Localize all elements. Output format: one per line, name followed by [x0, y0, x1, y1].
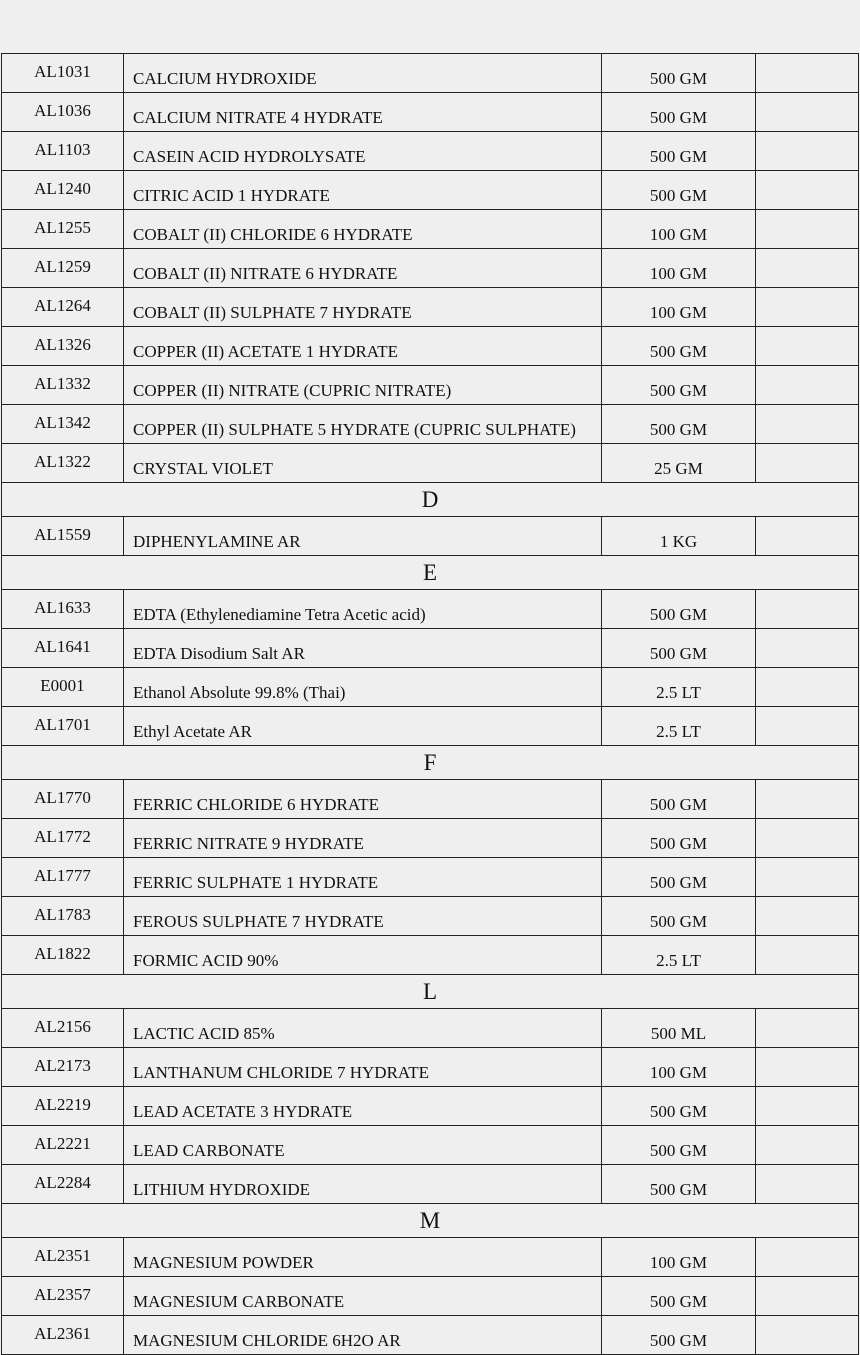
- pack-size-cell: 100 GM: [602, 1238, 756, 1277]
- product-code-cell: AL1342: [2, 405, 124, 444]
- table-row: [2, 132, 859, 171]
- product-code-cell: AL1259: [2, 249, 124, 288]
- product-name-cell: LEAD ACETATE 3 HYDRATE: [124, 1087, 602, 1126]
- product-code-cell: AL1770: [2, 780, 124, 819]
- pack-size-cell: 500 GM: [602, 858, 756, 897]
- product-name-cell: Ethyl Acetate AR: [124, 707, 602, 746]
- product-name-cell: EDTA (Ethylenediamine Tetra Acetic acid): [124, 590, 602, 629]
- product-code-cell: AL2219: [2, 1087, 124, 1126]
- table-row: [2, 288, 859, 327]
- product-name-cell: LANTHANUM CHLORIDE 7 HYDRATE: [124, 1048, 602, 1087]
- pack-size-cell: 500 GM: [602, 1126, 756, 1165]
- table-row: [2, 1009, 859, 1048]
- product-name-cell: LACTIC ACID 85%: [124, 1009, 602, 1048]
- pack-size-cell: 500 GM: [602, 897, 756, 936]
- product-code-cell: AL1772: [2, 819, 124, 858]
- pack-size-cell: 500 GM: [602, 93, 756, 132]
- table-row: [2, 780, 859, 819]
- product-name-cell: CALCIUM NITRATE 4 HYDRATE: [124, 93, 602, 132]
- product-name-cell: MAGNESIUM CARBONATE: [124, 1277, 602, 1316]
- section-header-row: [2, 556, 859, 590]
- table-row: [2, 249, 859, 288]
- empty-cell: [756, 897, 859, 936]
- product-code-cell: AL1559: [2, 517, 124, 556]
- empty-cell: [756, 327, 859, 366]
- section-letter: E: [2, 556, 859, 590]
- product-name-cell: CRYSTAL VIOLET: [124, 444, 602, 483]
- empty-cell: [756, 54, 859, 93]
- product-name-cell: FERRIC CHLORIDE 6 HYDRATE: [124, 780, 602, 819]
- empty-cell: [756, 517, 859, 556]
- pack-size-cell: 100 GM: [602, 249, 756, 288]
- table-row: [2, 819, 859, 858]
- product-name-cell: CASEIN ACID HYDROLYSATE: [124, 132, 602, 171]
- product-name-cell: MAGNESIUM POWDER: [124, 1238, 602, 1277]
- product-name-cell: FEROUS SULPHATE 7 HYDRATE: [124, 897, 602, 936]
- empty-cell: [756, 444, 859, 483]
- product-code-cell: AL1255: [2, 210, 124, 249]
- empty-cell: [756, 1277, 859, 1316]
- product-name-cell: COPPER (II) SULPHATE 5 HYDRATE (CUPRIC SULPHATE): [124, 405, 602, 444]
- table-row: [2, 1087, 859, 1126]
- table-row: [2, 1316, 859, 1355]
- table-row: [2, 54, 859, 93]
- table-row: [2, 707, 859, 746]
- product-code-cell: AL2284: [2, 1165, 124, 1204]
- empty-cell: [756, 590, 859, 629]
- product-code-cell: AL1322: [2, 444, 124, 483]
- product-name-cell: FERRIC SULPHATE 1 HYDRATE: [124, 858, 602, 897]
- product-name-cell: CALCIUM HYDROXIDE: [124, 54, 602, 93]
- empty-cell: [756, 668, 859, 707]
- table-row: [2, 93, 859, 132]
- empty-cell: [756, 249, 859, 288]
- table-row: [2, 1165, 859, 1204]
- empty-cell: [756, 210, 859, 249]
- empty-cell: [756, 936, 859, 975]
- product-name-cell: CITRIC ACID 1 HYDRATE: [124, 171, 602, 210]
- empty-cell: [756, 1165, 859, 1204]
- table-row: [2, 517, 859, 556]
- table-row: [2, 171, 859, 210]
- pack-size-cell: 500 GM: [602, 366, 756, 405]
- empty-cell: [756, 1048, 859, 1087]
- section-header-row: [2, 746, 859, 780]
- table-row: [2, 444, 859, 483]
- product-code-cell: AL1777: [2, 858, 124, 897]
- table-row: [2, 1277, 859, 1316]
- section-letter: L: [2, 975, 859, 1009]
- pack-size-cell: 100 GM: [602, 210, 756, 249]
- table-row: [2, 897, 859, 936]
- product-code-cell: AL1332: [2, 366, 124, 405]
- table-row: [2, 936, 859, 975]
- pack-size-cell: 500 GM: [602, 1165, 756, 1204]
- product-name-cell: LEAD CARBONATE: [124, 1126, 602, 1165]
- pack-size-cell: 500 GM: [602, 1277, 756, 1316]
- product-code-cell: AL2221: [2, 1126, 124, 1165]
- pack-size-cell: 2.5 LT: [602, 936, 756, 975]
- table-row: [2, 629, 859, 668]
- product-name-cell: Ethanol Absolute 99.8% (Thai): [124, 668, 602, 707]
- empty-cell: [756, 629, 859, 668]
- section-letter: D: [2, 483, 859, 517]
- empty-cell: [756, 1009, 859, 1048]
- empty-cell: [756, 288, 859, 327]
- pack-size-cell: 500 GM: [602, 819, 756, 858]
- table-row: [2, 1238, 859, 1277]
- pack-size-cell: 25 GM: [602, 444, 756, 483]
- product-name-cell: MAGNESIUM CHLORIDE 6H2O AR: [124, 1316, 602, 1355]
- product-name-cell: LITHIUM HYDROXIDE: [124, 1165, 602, 1204]
- table-row: [2, 327, 859, 366]
- pack-size-cell: 500 GM: [602, 1316, 756, 1355]
- empty-cell: [756, 93, 859, 132]
- pack-size-cell: 100 GM: [602, 1048, 756, 1087]
- product-code-cell: AL1103: [2, 132, 124, 171]
- empty-cell: [756, 1238, 859, 1277]
- pack-size-cell: 500 GM: [602, 327, 756, 366]
- product-name-cell: EDTA Disodium Salt AR: [124, 629, 602, 668]
- product-name-cell: COBALT (II) SULPHATE 7 HYDRATE: [124, 288, 602, 327]
- product-name-cell: COPPER (II) NITRATE (CUPRIC NITRATE): [124, 366, 602, 405]
- pack-size-cell: 500 GM: [602, 132, 756, 171]
- product-code-cell: AL1031: [2, 54, 124, 93]
- empty-cell: [756, 819, 859, 858]
- product-code-cell: AL2351: [2, 1238, 124, 1277]
- empty-cell: [756, 858, 859, 897]
- pack-size-cell: 500 GM: [602, 1087, 756, 1126]
- product-code-cell: AL1641: [2, 629, 124, 668]
- chemical-catalog-table: [1, 53, 859, 1355]
- pack-size-cell: 500 GM: [602, 405, 756, 444]
- product-code-cell: AL1633: [2, 590, 124, 629]
- pack-size-cell: 100 GM: [602, 288, 756, 327]
- empty-cell: [756, 132, 859, 171]
- catalog-body: [2, 54, 859, 1355]
- product-code-cell: AL1326: [2, 327, 124, 366]
- table-row: [2, 668, 859, 707]
- product-name-cell: COBALT (II) CHLORIDE 6 HYDRATE: [124, 210, 602, 249]
- section-header-row: [2, 975, 859, 1009]
- table-row: [2, 405, 859, 444]
- empty-cell: [756, 1087, 859, 1126]
- empty-cell: [756, 171, 859, 210]
- product-code-cell: AL1240: [2, 171, 124, 210]
- pack-size-cell: 1 KG: [602, 517, 756, 556]
- product-code-cell: AL1783: [2, 897, 124, 936]
- empty-cell: [756, 366, 859, 405]
- pack-size-cell: 500 ML: [602, 1009, 756, 1048]
- product-code-cell: AL1701: [2, 707, 124, 746]
- product-name-cell: COBALT (II) NITRATE 6 HYDRATE: [124, 249, 602, 288]
- product-code-cell: AL2156: [2, 1009, 124, 1048]
- pack-size-cell: 500 GM: [602, 629, 756, 668]
- product-code-cell: AL1264: [2, 288, 124, 327]
- pack-size-cell: 500 GM: [602, 780, 756, 819]
- product-name-cell: FERRIC NITRATE 9 HYDRATE: [124, 819, 602, 858]
- empty-cell: [756, 1126, 859, 1165]
- product-code-cell: AL2361: [2, 1316, 124, 1355]
- product-code-cell: AL1822: [2, 936, 124, 975]
- table-row: [2, 590, 859, 629]
- table-row: [2, 366, 859, 405]
- empty-cell: [756, 1316, 859, 1355]
- pack-size-cell: 500 GM: [602, 171, 756, 210]
- section-header-row: [2, 1204, 859, 1238]
- product-code-cell: AL2357: [2, 1277, 124, 1316]
- pack-size-cell: 500 GM: [602, 590, 756, 629]
- empty-cell: [756, 405, 859, 444]
- table-row: [2, 858, 859, 897]
- pack-size-cell: 500 GM: [602, 54, 756, 93]
- section-letter: F: [2, 746, 859, 780]
- section-header-row: [2, 483, 859, 517]
- product-name-cell: FORMIC ACID 90%: [124, 936, 602, 975]
- pack-size-cell: 2.5 LT: [602, 668, 756, 707]
- table-row: [2, 1048, 859, 1087]
- product-code-cell: E0001: [2, 668, 124, 707]
- product-name-cell: DIPHENYLAMINE AR: [124, 517, 602, 556]
- table-row: [2, 1126, 859, 1165]
- table-row: [2, 210, 859, 249]
- product-code-cell: AL1036: [2, 93, 124, 132]
- pack-size-cell: 2.5 LT: [602, 707, 756, 746]
- empty-cell: [756, 780, 859, 819]
- empty-cell: [756, 707, 859, 746]
- product-name-cell: COPPER (II) ACETATE 1 HYDRATE: [124, 327, 602, 366]
- section-letter: M: [2, 1204, 859, 1238]
- product-code-cell: AL2173: [2, 1048, 124, 1087]
